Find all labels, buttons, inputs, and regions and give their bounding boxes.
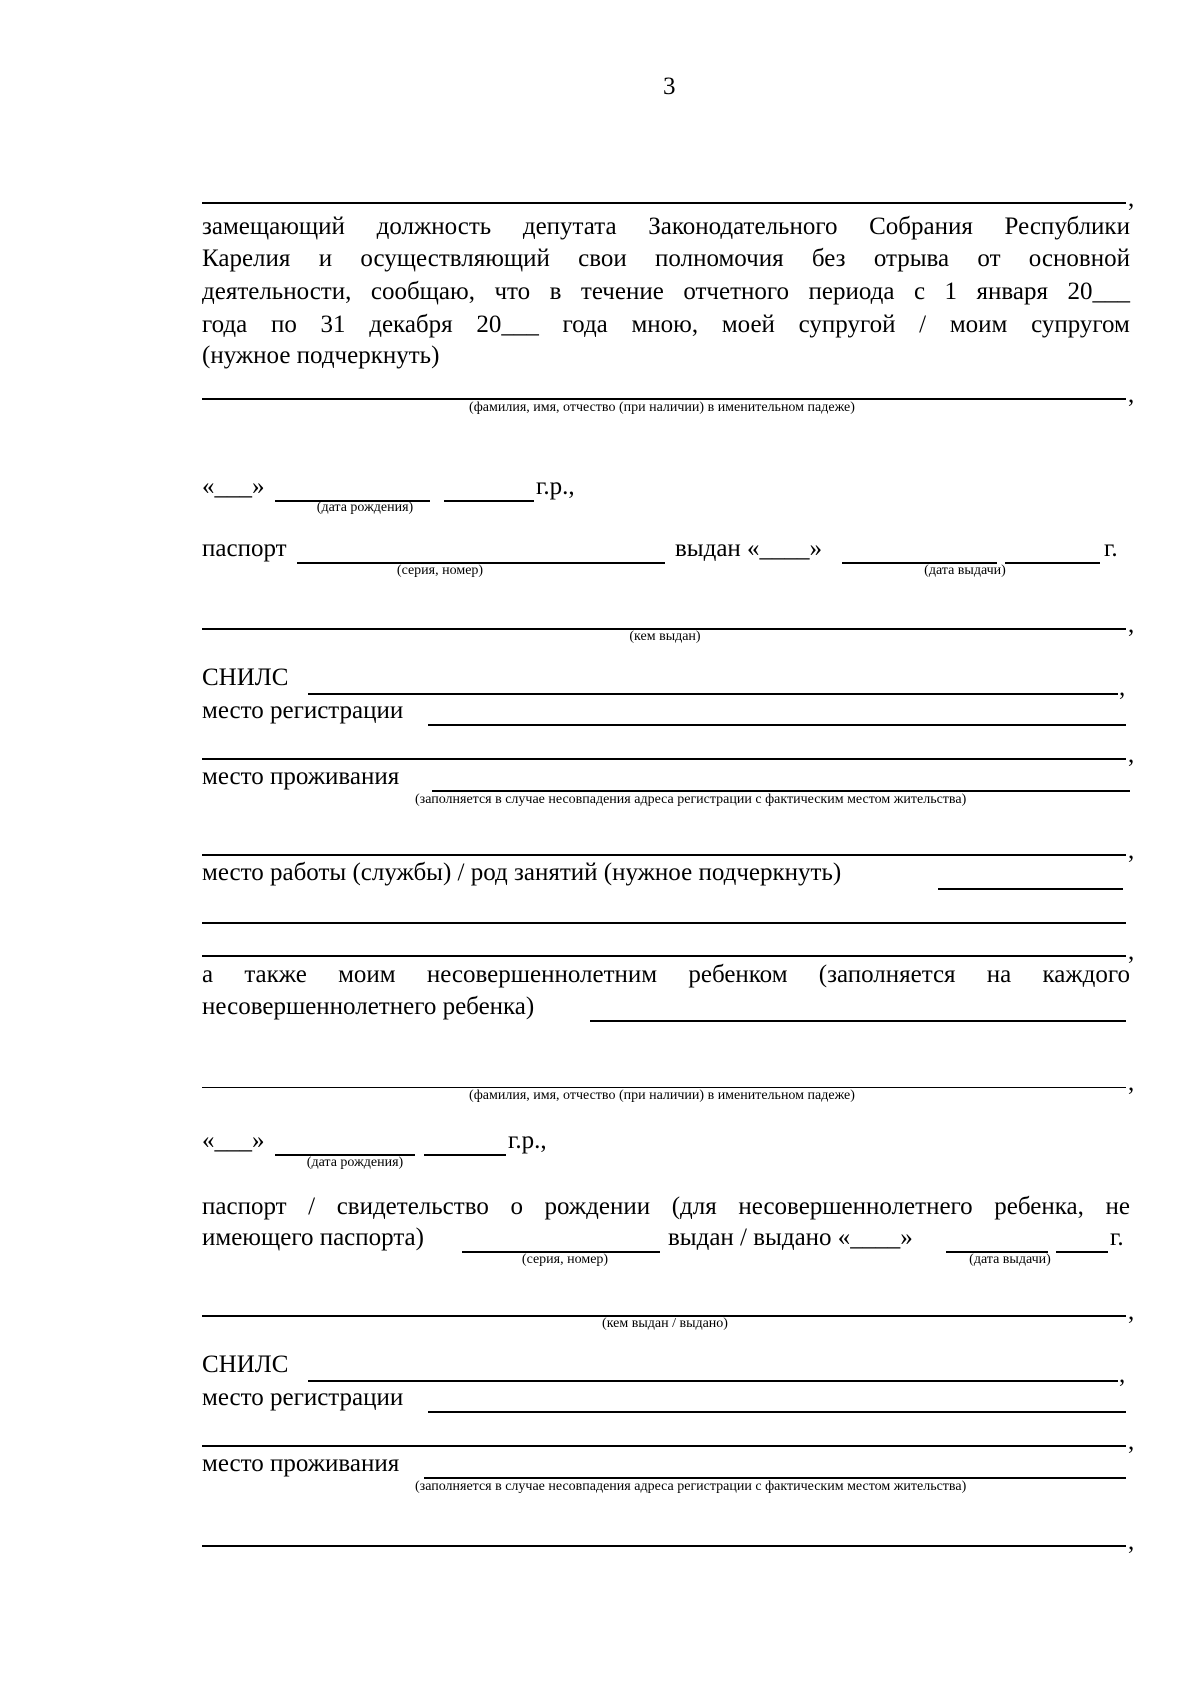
word: моей [721, 311, 775, 338]
spouse-registration-line[interactable] [428, 724, 1126, 726]
spouse-issued-label: выдан «____» [675, 535, 823, 562]
word: Карелия [202, 245, 291, 272]
word: без [811, 245, 846, 272]
child-document-line-2: имеющего паспорта) [202, 1224, 424, 1251]
spouse-birth-year-line[interactable] [444, 500, 534, 502]
spouse-registration-label: место регистрации [202, 697, 404, 724]
intro-line [202, 211, 1130, 243]
word: рождении [544, 1193, 651, 1220]
word: в [549, 278, 562, 305]
child-fio-caption: (фамилия, имя, отчество (при наличии) в именительном падеже) [469, 1088, 855, 1103]
comma: , [1128, 938, 1135, 965]
word: основной [1028, 245, 1130, 272]
word: 31 [320, 311, 346, 338]
intro-line [202, 243, 1130, 275]
word: (для [671, 1193, 717, 1220]
child-residence-line-2[interactable] [202, 1545, 1126, 1547]
intro-line [202, 309, 1130, 341]
spouse-passport-caption: (серия, номер) [396, 563, 484, 578]
word: несовершеннолетнего [738, 1193, 973, 1220]
child-registration-line-2[interactable] [202, 1445, 1126, 1447]
word: полномочия [655, 245, 784, 272]
comma: , [1128, 611, 1135, 638]
comma: , [1128, 1069, 1135, 1096]
spouse-snils-line[interactable] [308, 693, 1118, 695]
word: свидетельство [336, 1193, 489, 1220]
word: мною, [631, 311, 699, 338]
page-number: 3 [663, 73, 676, 100]
comma: , [1128, 837, 1135, 864]
child-issued-by-caption: (кем выдан / выдано) [602, 1316, 728, 1331]
word: осуществляющий [360, 245, 550, 272]
word: а [202, 961, 214, 988]
word: не [1105, 1193, 1130, 1220]
word: сообщаю, [370, 278, 475, 305]
child-document-line-1 [202, 1191, 1130, 1223]
word: паспорт [202, 1193, 287, 1220]
spouse-birth-caption: (дата рождения) [316, 500, 414, 515]
child-issued-date-caption: (дата выдачи) [969, 1252, 1051, 1267]
word: моим [949, 311, 1008, 338]
child-registration-line[interactable] [428, 1411, 1126, 1413]
declarant-name-line[interactable] [202, 202, 1126, 204]
word: о [510, 1193, 523, 1220]
word: по [270, 311, 297, 338]
word: каждого [1042, 961, 1130, 988]
word: с [913, 278, 926, 305]
word: ребенком [688, 961, 788, 988]
child-residence-caption: (заполняется в случае несовпадения адреса регистрации с фактическим местом жительства) [415, 1479, 967, 1494]
word: Законодательного [648, 213, 838, 240]
word: отчетного [683, 278, 790, 305]
word: 20___ [1067, 278, 1130, 305]
child-birth-caption: (дата рождения) [306, 1155, 404, 1170]
spouse-work-line[interactable] [938, 888, 1123, 890]
comma: , [1119, 1361, 1126, 1388]
word: моим [338, 961, 396, 988]
word: ребенка, [994, 1193, 1084, 1220]
spouse-issued-date-caption: (дата выдачи) [924, 563, 1006, 578]
word: / [308, 1193, 316, 1220]
spouse-issued-suffix: г. [1104, 535, 1118, 562]
intro-last-line: (нужное подчеркнуть) [202, 342, 440, 369]
word: что [494, 278, 531, 305]
child-document-caption: (серия, номер) [521, 1252, 609, 1267]
comma: , [1128, 1528, 1135, 1555]
word: на [986, 961, 1012, 988]
word: супругой [798, 311, 896, 338]
spouse-work-line-3[interactable] [202, 955, 1126, 957]
spouse-residence-line-2[interactable] [202, 854, 1126, 856]
intro-line [202, 276, 1130, 308]
word: деятельности, [202, 278, 352, 305]
spouse-birth-suffix: г.р., [536, 473, 575, 500]
child-issued-suffix: г. [1110, 1224, 1124, 1251]
word: и [318, 245, 333, 272]
spouse-residence-label: место проживания [202, 763, 400, 790]
comma: , [1128, 741, 1135, 768]
spouse-snils-label: СНИЛС [202, 664, 289, 691]
spouse-birth-prefix: «___» [202, 473, 265, 500]
word: 1 [944, 278, 958, 305]
word: свои [578, 245, 627, 272]
spouse-issued-by-caption: (кем выдан) [629, 629, 701, 644]
word: Собрания [869, 213, 973, 240]
word: 20___ [476, 311, 539, 338]
word: января [976, 278, 1048, 305]
child-snils-label: СНИЛС [202, 1351, 289, 1378]
spouse-passport-label: паспорт [202, 535, 287, 562]
word: от [977, 245, 1001, 272]
child-intro-line[interactable] [590, 1020, 1126, 1022]
child-registration-label: место регистрации [202, 1384, 404, 1411]
word: несовершеннолетним [426, 961, 658, 988]
word: течение [580, 278, 664, 305]
word: также [244, 961, 307, 988]
comma: , [1119, 674, 1126, 701]
word: года [562, 311, 608, 338]
word: отрыва [873, 245, 950, 272]
child-residence-label: место проживания [202, 1450, 400, 1477]
word: декабря [369, 311, 453, 338]
comma: , [1128, 1298, 1135, 1325]
comma: , [1128, 381, 1135, 408]
child-issued-label: выдан / выдано «____» [668, 1224, 913, 1251]
word: периода [808, 278, 895, 305]
word: депутата [522, 213, 617, 240]
child-intro-line-2: несовершеннолетнего ребенка) [202, 993, 535, 1020]
word: года [202, 311, 248, 338]
spouse-residence-caption: (заполняется в случае несовпадения адреса регистрации с фактическим местом жительства) [415, 792, 967, 807]
comma: , [1128, 1428, 1135, 1455]
spouse-work-line-2[interactable] [202, 922, 1126, 924]
word: / [919, 311, 927, 338]
word: Республики [1004, 213, 1130, 240]
spouse-fio-caption: (фамилия, имя, отчество (при наличии) в именительном падеже) [469, 400, 855, 415]
child-birth-year-line[interactable] [424, 1154, 506, 1156]
child-birth-prefix: «___» [202, 1127, 265, 1154]
word: (заполняется [818, 961, 956, 988]
spouse-work-label: место работы (службы) / род занятий (нужное подчеркнуть) [202, 859, 842, 886]
child-intro-line-1 [202, 959, 1130, 991]
child-birth-suffix: г.р., [508, 1127, 547, 1154]
spouse-registration-line-2[interactable] [202, 758, 1126, 760]
word: должность [376, 213, 492, 240]
child-snils-line[interactable] [308, 1380, 1118, 1382]
word: супругом [1031, 311, 1130, 338]
comma: , [1128, 185, 1135, 212]
word: замещающий [202, 213, 345, 240]
